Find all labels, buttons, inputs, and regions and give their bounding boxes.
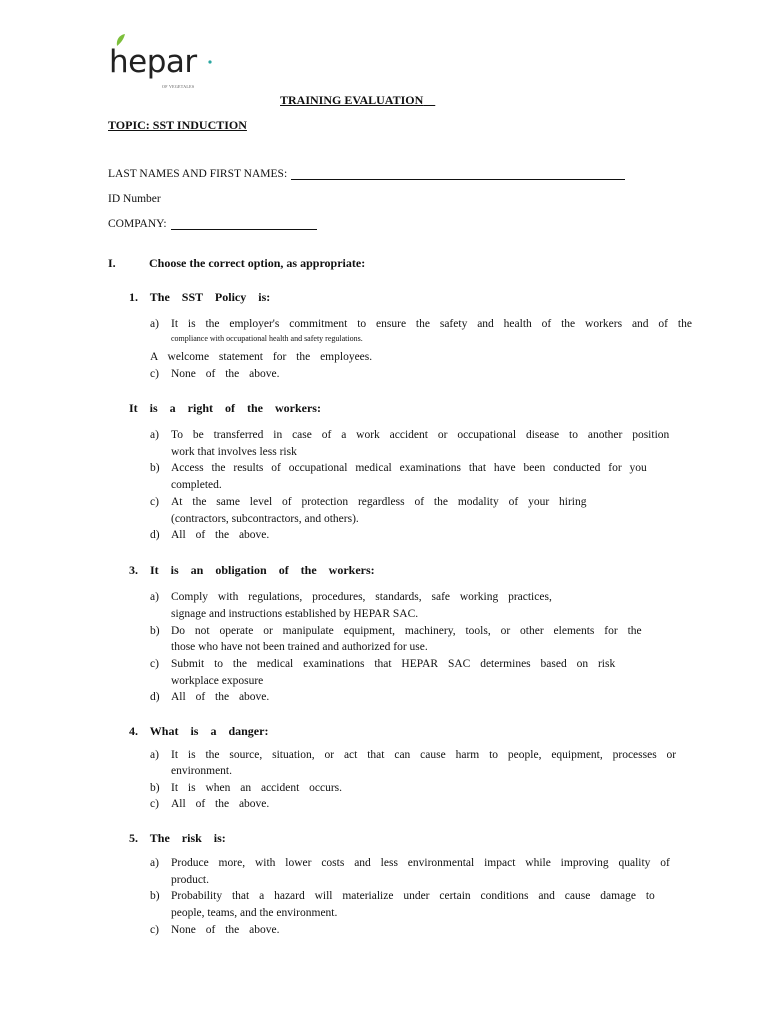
q5-option-c[interactable] [150,924,280,936]
option-text: Do not operate or manipulate equipment, machinery, tools, or other elements for the [171,625,642,637]
names-blank[interactable] [291,168,625,180]
company-blank[interactable] [171,218,317,230]
names-field [108,168,625,180]
q2-option-a-cont: work that involves less risk [171,446,297,458]
q3-option-c-cont: workplace exposure [171,675,264,687]
q3-option-b-cont: those who have not been trained and authorized for use. [171,641,428,653]
option-label: c) [150,496,159,508]
option-text: To be transferred in case of a work accident or occupational disease to another position [171,429,670,441]
option-text: At the same level of protection regardless of the modality of your hiring [171,496,587,508]
question-3: 3. It is an obligation of the workers: [129,563,375,577]
company-field [108,218,317,230]
option-text: Submit to the medical examinations that HEPAR SAC determines based on risk [171,658,616,670]
q3-option-c[interactable] [150,658,616,670]
option-text: None of the above. [171,924,280,936]
q3-option-a-cont: signage and instructions established by HEPAR SAC. [171,608,419,620]
q1-option-c[interactable] [150,368,280,380]
q3-option-a[interactable] [150,591,552,603]
option-label: c) [150,368,159,380]
q2-option-a[interactable] [150,429,670,441]
option-text: Produce more, with lower costs and less environmental impact while improving quality of [171,857,670,869]
option-label: a) [150,857,159,869]
option-label: b) [150,462,160,474]
option-label: d) [150,529,160,541]
option-text: None of the above. [171,368,280,380]
question-5: 5. The risk is: [129,831,226,845]
q1-option-a-cont: compliance with occupational health and safety regulations. [171,334,363,343]
section-heading [108,256,365,271]
q2-option-d[interactable] [150,529,270,541]
hepar-logo [106,28,222,104]
q5-option-a-cont: product. [171,874,210,886]
q5-option-b[interactable] [150,890,655,902]
q5-option-b-cont: people, teams, and the environment. [171,907,338,919]
option-label: a) [150,318,159,330]
option-label: c) [150,798,159,810]
option-label: b) [150,782,160,794]
question-1: 1. The SST Policy is: [129,290,271,304]
q4-option-b[interactable] [150,782,343,794]
topic-heading: TOPIC: SST INDUCTION [108,118,247,132]
q1-option-b[interactable]: A welcome statement for the employees. [150,351,373,363]
option-label: d) [150,691,160,703]
q4-option-a-cont: environment. [171,765,232,777]
q5-option-a[interactable] [150,857,670,869]
q2-option-b-cont: completed. [171,479,222,491]
option-text: All of the above. [171,691,270,703]
q4-option-a[interactable] [150,749,677,761]
names-label: LAST NAMES AND FIRST NAMES: [108,168,288,180]
q3-option-d[interactable] [150,691,270,703]
option-label: c) [150,924,159,936]
section-number: I. [108,256,116,270]
option-label: b) [150,625,160,637]
q2-option-c-cont: (contractors, subcontractors, and others). [171,513,359,525]
option-label: a) [150,429,159,441]
q3-option-b[interactable] [150,625,642,637]
option-text: All of the above. [171,798,270,810]
q1-option-a[interactable] [150,318,692,330]
option-label: c) [150,658,159,670]
id-field [108,193,161,205]
id-label: ID Number [108,193,161,205]
q2-option-b[interactable] [150,462,647,474]
company-label: COMPANY: [108,218,167,230]
option-text: It is the employer's commitment to ensure the safety and health of the workers and of the [171,318,692,330]
logo-subtitle: OF VEGETALES [162,84,195,89]
option-text: Comply with regulations, procedures, standards, safe working practices, [171,591,552,603]
question-4: 4. What is a danger: [129,724,269,738]
option-text: It is when an accident occurs. [171,782,343,794]
q2-option-c[interactable] [150,496,587,508]
option-text: All of the above. [171,529,270,541]
section-instruction: Choose the correct option, as appropriate: [149,256,366,270]
option-text: Access the results of occupational medical examinations that have been conducted for you [171,462,647,474]
option-label: a) [150,749,159,761]
option-label: b) [150,890,160,902]
document-title: TRAINING EVALUATION [280,93,424,107]
option-text: Probability that a hazard will materialize under certain conditions and cause damage to [171,890,655,902]
option-label: a) [150,591,159,603]
q4-option-c[interactable] [150,798,270,810]
logo-wordmark: hepar [109,44,197,80]
dot-icon [207,59,213,65]
question-2: It is a right of the workers: [129,401,321,415]
option-text: It is the source, situation, or act that can cause harm to people, equipment, processes or [171,749,677,761]
